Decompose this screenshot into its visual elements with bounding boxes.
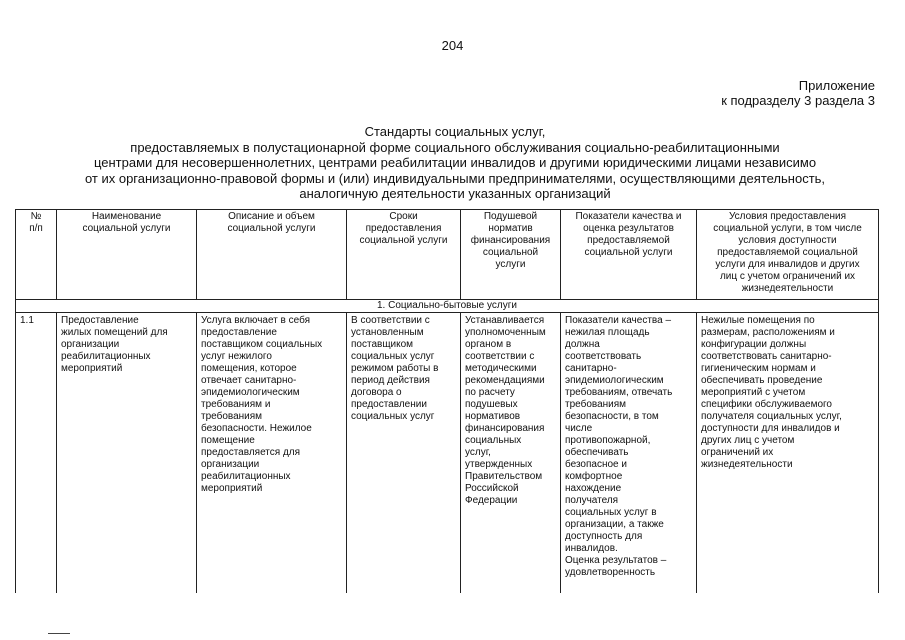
cell-service-name: Предоставление жилых помещений для организации реабилитационных мероприятий [57,313,197,594]
header-quality: Показатели качества и оценка результатов предоставляемой социальной услуги [561,210,697,300]
standards-table [15,209,879,593]
appendix-line-1: Приложение [798,78,875,93]
page-edge-mark [48,633,70,634]
header-conditions: Условия предоставления социальной услуги, в том числе условия доступности предоставляемой социальной услуги для инвалидов и других лиц с учетом ограничений их жизнедеятельности [697,210,879,300]
table-header-row [16,210,879,300]
title-line-4: от их организационно-правовой формы и (или) индивидуальными предпринимателями, осуществляющими деятельность, [84,170,826,186]
document-title [60,124,850,202]
cell-terms: В соответствии с установленным поставщиком социальных услуг режимом работы в период действия договора о предоставлении социальных услуг [347,313,461,594]
table-row [16,313,879,594]
header-financing: Подушевой норматив финансирования социальной услуги [461,210,561,300]
title-line-3: центрами для несовершеннолетних, центрами реабилитации инвалидов и другими юридическими лицами независимо [93,155,817,170]
cell-quality: Показатели качества – нежилая площадь должна соответствовать санитарно- эпидемиологическим требованиям, отвечать требованиям безопасности, в том числе противопожарной, обеспечивать безопасное и комфортное нахождение получателя социальных услуг в организации, а также доступность для инвалидов. Оценка результатов – удовлетворенность [561,313,697,594]
cell-conditions: Нежилые помещения по размерам, расположениям и конфигурации должны соответствовать санитарно- гигиеническим нормам и обеспечивать проведение мероприятий с учетом специфики обслуживаемого получателя социальных услуг, доступности для инвалидов и других лиц с учетом ограничений их жизнедеятельности [697,313,879,594]
title-line-5: аналогичную деятельности указанных организаций [299,186,611,201]
cell-description: Услуга включает в себя предоставление поставщиком социальных услуг нежилого помещения, которое отвечает санитарно- эпидемиологическим требованиям и требованиям безопасности. Нежилое помещение предоставляется для организации реабилитационных мероприятий [197,313,347,594]
header-service-name: Наименование социальной услуги [57,210,197,300]
cell-number: 1.1 [16,313,57,594]
header-description: Описание и объем социальной услуги [197,210,347,300]
header-terms: Сроки предоставления социальной услуги [347,210,461,300]
header-number: № п/п [16,210,57,300]
section-title: 1. Социально-бытовые услуги [16,300,879,313]
title-line-2: предоставляемых в полустационарной форме социального обслуживания социально-реабилитационными [130,139,780,155]
appendix-label [721,78,875,108]
cell-financing: Устанавливается уполномоченным органом в соответствии с методическими рекомендациями по расчету подушевых нормативов финансирования социальных услуг, утвержденных Правительством Российской Федерации [461,313,561,594]
title-line-1: Стандарты социальных услуг, [364,124,546,139]
page-number: 204 [441,38,464,53]
appendix-line-2: к подразделу 3 раздела 3 [721,93,875,108]
section-row [16,300,879,313]
